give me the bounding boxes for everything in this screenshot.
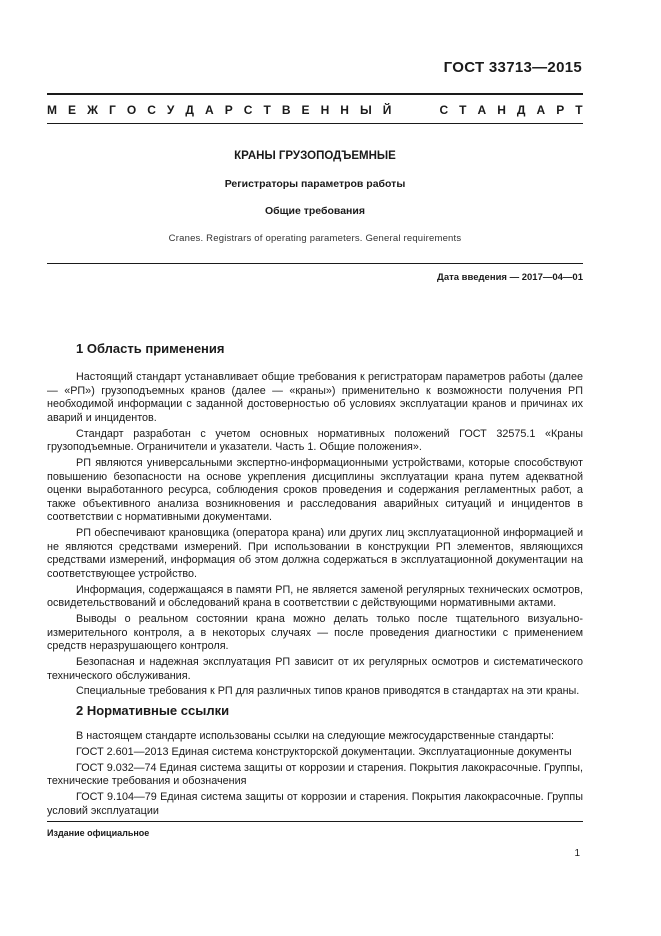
standard-type-letter: А [204,103,214,117]
document-title: КРАНЫ ГРУЗОПОДЪЕМНЫЕ [234,150,396,162]
standard-type-letter: А [477,103,487,117]
page-number: 1 [574,848,580,859]
intro-date: Дата введения — 2017—04—01 [437,272,583,283]
paragraph: Выводы о реальном состоянии крана можно делать только после тщательного визуально-измерительного контроля, а в некоторых случаях — после проведения диагностики с применением средств неразрушающего контроля. [47,613,583,653]
standard-type-letter: Р [556,103,565,117]
paragraph: Специальные требования к РП для различных типов кранов приводятся в стандартах на эти краны. [76,685,580,698]
standard-type-letter: У [166,103,175,117]
reference-item: ГОСТ 2.601—2013 Единая система конструкторской документации. Эксплуатационные документы [76,745,572,758]
standard-type-letter: А [536,103,546,117]
header-rule-bottom [47,123,583,124]
paragraph: РП обеспечивают крановщика (оператора крана) или других лиц эксплуатационной информацией и не являются средствами измерений. При использовании в конструкции РП элементов, являющихся средствами измерений, информация об этом должна содержаться в эксплуатационной документации на соответствующее устройство. [47,527,583,580]
standard-type-letter: Ж [87,103,98,117]
standard-type-letter: Й [382,103,392,117]
standard-type-letter: М [47,103,57,117]
paragraph: Стандарт разработан с учетом основных нормативных положений ГОСТ 32575.1 «Краны грузоподъемные. Ограничители и указатели. Часть 1. Общие положения». [47,427,583,454]
standard-type-letter: Н [497,103,506,117]
standard-type-heading [47,103,583,117]
section-2-body [47,730,583,820]
reference-item: ГОСТ 9.032—74 Единая система защиты от коррозии и старения. Покрытия лакокрасочные. Группы, технические требования и обозначения [47,761,583,788]
paragraph: Информация, содержащаяся в памяти РП, не является заменой регулярных технических осмотров, освидетельствований и обследований крана в соответствии с действующими нормативными актами. [47,583,583,610]
standard-type-letter: Р [224,103,233,117]
standard-type-letter: С [439,103,449,117]
standard-type-letter: Н [320,103,330,117]
standard-type-letter: Ы [359,103,372,117]
standard-type-letter: Е [301,103,310,117]
section-2-heading: 2 Нормативные ссылки [76,703,230,718]
section-1-heading: 1 Область применения [76,341,225,356]
standard-type-letter: Н [340,103,349,117]
standard-type-letter: В [281,103,291,117]
standard-type-letter: О [126,103,137,117]
standard-type-letter: Т [263,103,271,117]
document-number: ГОСТ 33713—2015 [443,59,582,76]
footer-rule [47,821,583,822]
paragraph: В настоящем стандарте использованы ссылки на следующие межгосударственные стандарты: [76,730,555,742]
document-subtitle-2: Общие требования [265,205,365,217]
standard-type-letter: С [243,103,253,117]
standard-type-letter: Т [459,103,467,117]
standard-type-letter: С [147,103,156,117]
paragraph: Безопасная и надежная эксплуатация РП зависит от их регулярных осмотров и систематического технического обслуживания. [47,656,583,682]
standard-type-letter: Д [516,103,526,117]
standard-type-letter: Д [185,103,194,117]
document-subtitle: Регистраторы параметров работы [224,178,406,190]
english-title: Cranes. Registrars of operating parameters. General requirements [168,233,462,244]
header-rule-top [47,93,583,95]
paragraph: РП являются универсальными экспертно-информационными устройствами, которые способствуют повышению безопасности на основе укрепления дисциплины эксплуатации крана путем адекватной оценки выработанного ресурса, соблюдения сроков проведения и содержания регламентных работ, а также объективного анализа возникновения и расследования аварийных ситуаций и инцидентов в соответствии с нормативными документами. [47,456,583,524]
section-1-body [47,371,583,701]
reference-item: ГОСТ 9.104—79 Единая система защиты от коррозии и старения. Покрытия лакокрасочные. Группы условий эксплуатации [47,790,583,817]
paragraph: Настоящий стандарт устанавливает общие требования к регистраторам параметров работы (далее — «РП») грузоподъемных кранов (далее — «краны») применительно к возможности получения РП необходимой информации с заданной достоверностью об условиях эксплуатации кранов и причинах их аварий и инцидентов. [47,371,583,424]
standard-type-letter: Е [68,103,77,117]
standard-type-letter: Т [575,103,583,117]
word-gap [402,103,428,117]
intro-date-rule [47,263,583,264]
edition-label: Издание официальное [47,828,150,838]
standard-type-letter: Г [108,103,116,117]
